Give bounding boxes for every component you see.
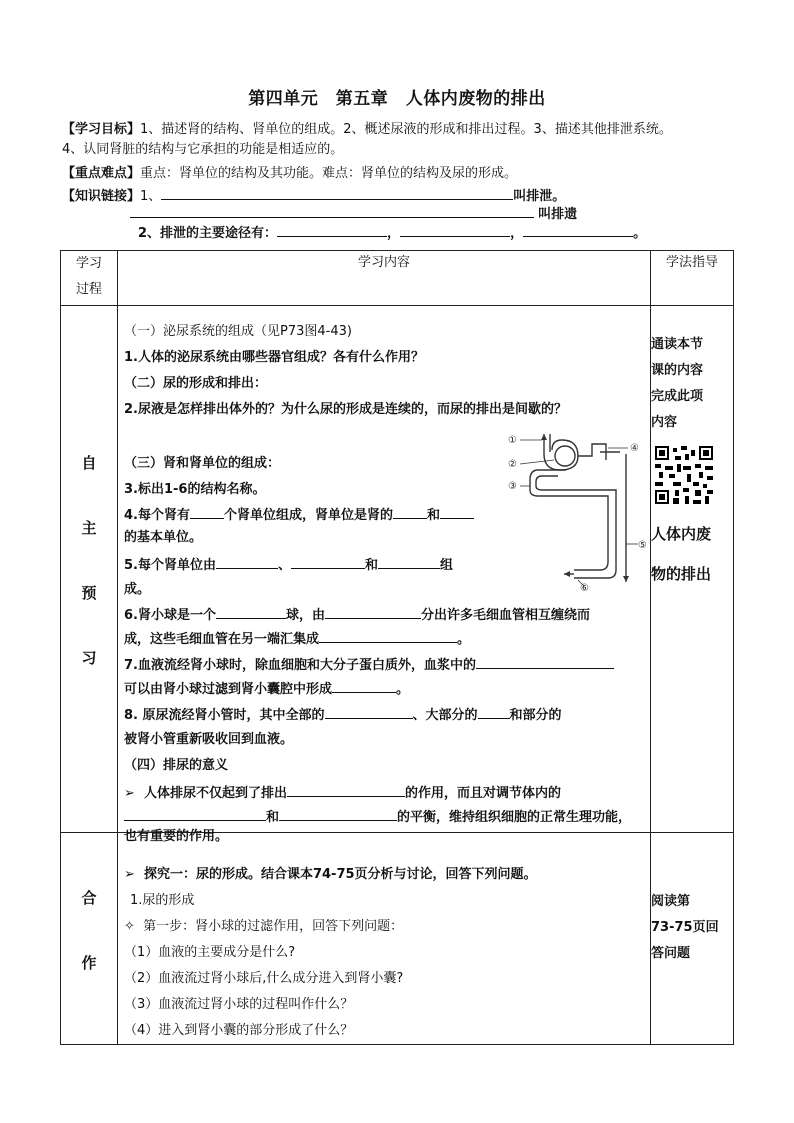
section-2: （二）尿的形成和排出： bbox=[124, 376, 268, 391]
question-4-cont: 的基本单位。 bbox=[124, 530, 203, 545]
comma: ， bbox=[387, 226, 401, 241]
section-4: （四）排尿的意义 bbox=[124, 758, 229, 773]
question-2: 2.尿液是怎样排出体外的？为什么尿的形成是连续的，而尿的排出是间歇的？ bbox=[124, 402, 567, 417]
diagram-label-5: ⑤ bbox=[638, 540, 647, 551]
qr-code-icon[interactable] bbox=[655, 446, 713, 504]
guide-line: 阅读第 bbox=[651, 894, 691, 909]
diagram-label-2: ② bbox=[508, 459, 517, 470]
guide-line: 内容 bbox=[651, 415, 678, 430]
question-4: 4.每个肾有 个肾单位组成，肾单位是肾的 和 bbox=[124, 504, 474, 523]
cooperation-content bbox=[118, 829, 651, 1045]
question-6-cont: 成，这些毛细血管在另一端汇集成 。 bbox=[124, 628, 470, 647]
key-points-line bbox=[62, 162, 517, 181]
question-8: 8. 原尿流经肾小管时，其中全部的 、大部分的 和部分的 bbox=[124, 704, 562, 723]
blank bbox=[523, 222, 633, 237]
question-5-cont: 成。 bbox=[124, 582, 151, 597]
page-title: 第四单元 第五章 人体内废物的排出 bbox=[248, 89, 546, 109]
link-line-1 bbox=[62, 185, 565, 204]
guide-line: 答问题 bbox=[651, 946, 691, 961]
diagram-label-4: ④ bbox=[630, 443, 639, 454]
period: 。 bbox=[633, 226, 647, 241]
video-link-text[interactable]: 物的排出 bbox=[651, 565, 712, 583]
question-7-cont: 可以由肾小球过滤到肾小囊腔中形成 。 bbox=[124, 678, 409, 697]
link-1-tail: 叫排泄。 bbox=[513, 189, 566, 204]
header-process-text: 学习过程 bbox=[75, 256, 102, 297]
urine-formation: 1.尿的形成 bbox=[130, 893, 195, 908]
link-2-tail: 叫排遗 bbox=[538, 207, 578, 222]
question-7: 7.血液流经肾小球时，除血细胞和大分子蛋白质外，血浆中的 bbox=[124, 654, 614, 673]
cooperation-guide bbox=[651, 833, 734, 1045]
self-study-label bbox=[61, 306, 118, 833]
guide-line: 73-75页回 bbox=[651, 920, 719, 935]
label-char: 预 bbox=[81, 584, 97, 602]
label-char: 自 bbox=[81, 454, 97, 472]
key-text: 重点：肾单位的结构及其功能。难点：肾单位的结构及尿的形成。 bbox=[140, 166, 518, 181]
question-3: 3.标出1-6的结构名称。 bbox=[124, 482, 266, 497]
cooperation-label bbox=[61, 833, 118, 1045]
section-3: （三）肾和肾单位的组成： bbox=[124, 456, 281, 471]
objectives-label: 【学习目标】 bbox=[62, 122, 141, 137]
link-line-2 bbox=[130, 203, 577, 222]
header-content: 学习内容 bbox=[118, 251, 651, 306]
question-1: 1.人体的泌尿系统由哪些器官组成？各有什么作用？ bbox=[124, 350, 424, 365]
link-1-num: 1、 bbox=[140, 189, 162, 204]
diagram-label-1: ① bbox=[508, 435, 517, 446]
objectives-text-1: 1、描述肾的结构、肾单位的组成。2、概述尿液的形成和排出过程。3、描述其他排泄系统。 bbox=[140, 122, 672, 137]
header-guide: 学法指导 bbox=[651, 251, 734, 306]
blank bbox=[400, 222, 510, 237]
label-char: 习 bbox=[81, 649, 97, 667]
objectives-line-1 bbox=[62, 118, 672, 137]
blank bbox=[277, 222, 387, 237]
guide-line: 完成此项 bbox=[651, 389, 704, 404]
diagram-label-3: ③ bbox=[508, 481, 517, 492]
video-link-text[interactable]: 人体内废 bbox=[651, 525, 712, 543]
blank bbox=[161, 185, 513, 200]
header-process bbox=[61, 251, 118, 306]
guide-line: 课的内容 bbox=[651, 363, 704, 378]
question-6: 6.肾小球是一个 球，由 分出许多毛细血管相互缠绕而 bbox=[124, 604, 590, 623]
coop-question-1: （1）血液的主要成分是什么? bbox=[124, 945, 296, 960]
blank bbox=[130, 203, 534, 218]
guide-line: 通读本节 bbox=[651, 337, 704, 352]
link-line-3 bbox=[138, 222, 646, 241]
link-3-text: 2、排泄的主要途径有： bbox=[138, 226, 278, 241]
question-9-end: 也有重要的作用。 bbox=[124, 829, 229, 844]
comma: ， bbox=[510, 226, 524, 241]
step-1: ✧ 第一步：肾小球的过滤作用，回答下列问题： bbox=[124, 919, 404, 934]
objectives-line-2: 4、认同肾脏的结构与它承担的功能是相适应的。 bbox=[62, 142, 344, 157]
section-1: （一）泌尿系统的组成（见P73图4-43) bbox=[124, 324, 352, 339]
question-9: ➢ 人体排尿不仅起到了排出 的作用，而且对调节体内的 bbox=[124, 782, 561, 801]
question-8-cont: 被肾小管重新吸收回到血液。 bbox=[124, 732, 294, 747]
coop-question-3: （3）血液流过肾小球的过程叫作什么？ bbox=[124, 997, 354, 1012]
link-label: 【知识链接】 bbox=[62, 189, 141, 204]
question-9-cont: 和 的平衡，维持组织细胞的正常生理功能， bbox=[124, 806, 631, 825]
diagram-label-6: ⑥ bbox=[580, 583, 589, 592]
key-label: 【重点难点】 bbox=[62, 166, 141, 181]
nephron-diagram bbox=[508, 430, 650, 592]
study-table bbox=[60, 250, 734, 1045]
self-study-guide bbox=[651, 306, 734, 833]
label-char: 作 bbox=[81, 954, 97, 972]
label-char: 主 bbox=[81, 519, 97, 537]
self-study-content bbox=[118, 306, 651, 833]
coop-question-2: （2）血液流过肾小球后,什么成分进入到肾小囊? bbox=[124, 971, 404, 986]
question-5: 5.每个肾单位由 、 和 组 bbox=[124, 554, 453, 573]
coop-question-4: （4）进入到肾小囊的部分形成了什么？ bbox=[124, 1023, 354, 1038]
explore-1: ➢ 探究一：尿的形成。结合课本74-75页分析与讨论，回答下列问题。 bbox=[124, 867, 537, 882]
label-char: 合 bbox=[81, 889, 97, 907]
